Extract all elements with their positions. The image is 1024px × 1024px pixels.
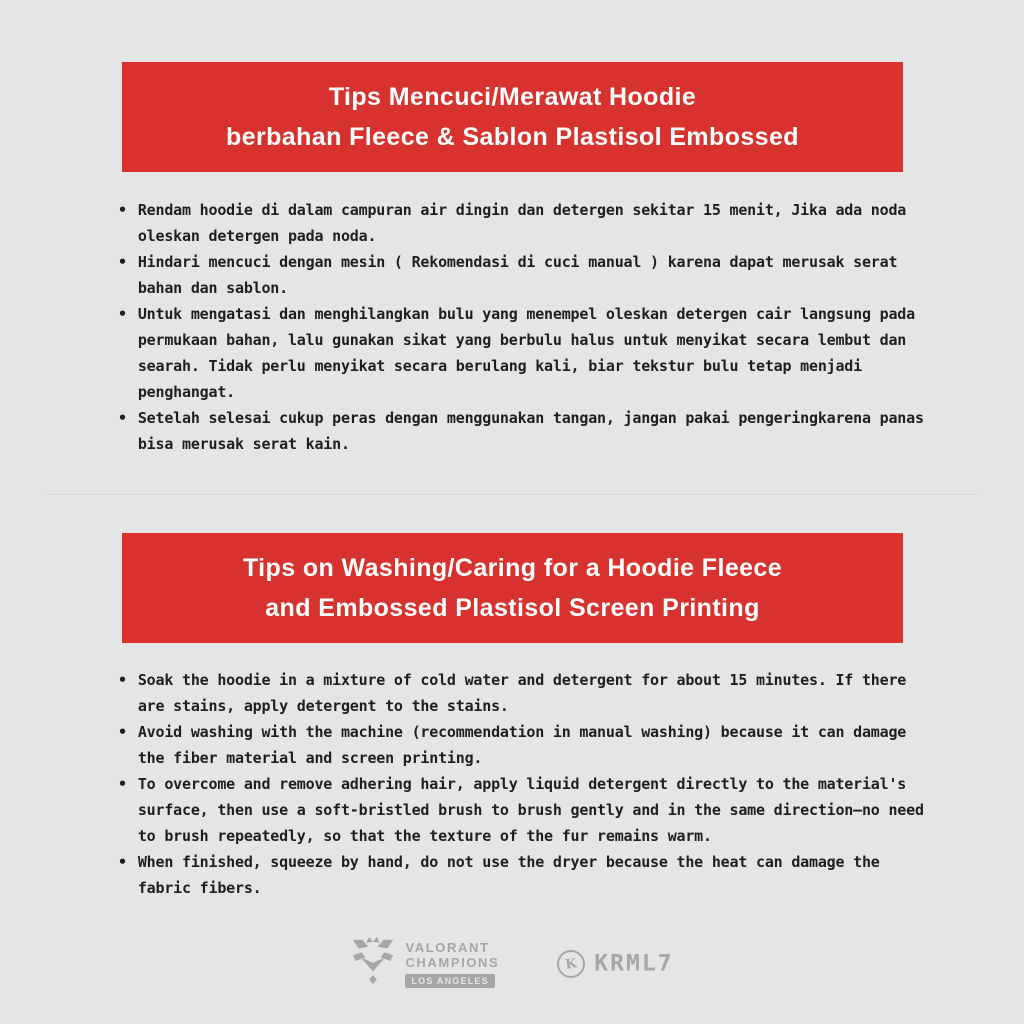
list-item	[118, 771, 924, 849]
bullet-icon: •	[118, 201, 127, 219]
banner-title-line2: berbahan Fleece & Sablon Plastisol Embossed	[226, 123, 799, 151]
list-item	[118, 249, 924, 301]
list-item	[118, 405, 924, 457]
tip-text: Untuk mengatasi dan menghilangkan bulu yang menempel oleskan detergen cair langsung pada permukaan bahan, lalu gunakan sikat yang berbulu halus untuk menyikat secara lembut dan searah. Tidak perlu menyikat secara berulang kali, biar tekstur bulu tetap menjadi penghangat.	[137, 305, 915, 401]
fk-monogram-icon: K	[555, 948, 587, 980]
banner-title-line1: Tips on Washing/Caring for a Hoodie Fleece	[242, 554, 783, 582]
tip-text: Avoid washing with the machine (recommendation in manual washing) because it can damage the fiber material and screen printing.	[137, 723, 907, 767]
tip-text: Hindari mencuci dengan mesin ( Rekomendasi di cuci manual ) karena dapat merusak serat bahan dan sablon.	[137, 253, 898, 297]
banner-title-line1: Tips Mencuci/Merawat Hoodie	[328, 83, 697, 111]
valorant-logo-text	[405, 940, 499, 988]
tips-list-english	[118, 667, 924, 901]
tip-text: When finished, squeeze by hand, do not use the dryer because the heat can damage the fabric fibers.	[137, 853, 880, 897]
bullet-icon: •	[118, 775, 127, 793]
bullet-icon: •	[118, 853, 127, 871]
tip-text: Setelah selesai cukup peras dengan menggunakan tangan, jangan pakai pengeringkarena panas bisa merusak serat kain.	[137, 409, 924, 453]
banner-tips-indonesian	[122, 62, 903, 172]
bullet-icon: •	[118, 671, 127, 689]
list-item	[118, 197, 924, 249]
section-divider	[45, 494, 978, 495]
footer-logos	[0, 936, 1024, 991]
bullet-icon: •	[118, 409, 127, 427]
valorant-logo-icon	[350, 936, 396, 991]
list-item	[118, 667, 924, 719]
valorant-wordmark-line2: CHAMPIONS	[405, 954, 500, 970]
los-angeles-badge: LOS ANGELES	[405, 974, 494, 988]
list-item	[118, 719, 924, 771]
list-item	[118, 301, 924, 405]
valorant-champions-logo	[350, 936, 499, 991]
krml7-brand-logo	[557, 950, 673, 978]
banner-title-line2: and Embossed Plastisol Screen Printing	[265, 594, 760, 622]
banner-tips-english	[122, 533, 903, 643]
bullet-icon: •	[118, 723, 127, 741]
tip-text: Soak the hoodie in a mixture of cold water and detergent for about 15 minutes. If there are stains, apply detergent to the stains.	[137, 671, 907, 715]
valorant-wordmark-line1: VALORANT	[405, 939, 490, 955]
tip-text: To overcome and remove adhering hair, apply liquid detergent directly to the material's surface, then use a soft-bristled brush to brush gently and in the same direction—no need to brush repeatedly, so that the texture of the fur remains warm.	[137, 775, 924, 845]
bullet-icon: •	[118, 253, 127, 271]
tips-list-indonesian	[118, 197, 924, 457]
bullet-icon: •	[118, 305, 127, 323]
tip-text: Rendam hoodie di dalam campuran air dingin dan detergen sekitar 15 menit, Jika ada noda oleskan detergen pada noda.	[137, 201, 907, 245]
krml7-wordmark: KRML7	[594, 951, 674, 976]
list-item	[118, 849, 924, 901]
